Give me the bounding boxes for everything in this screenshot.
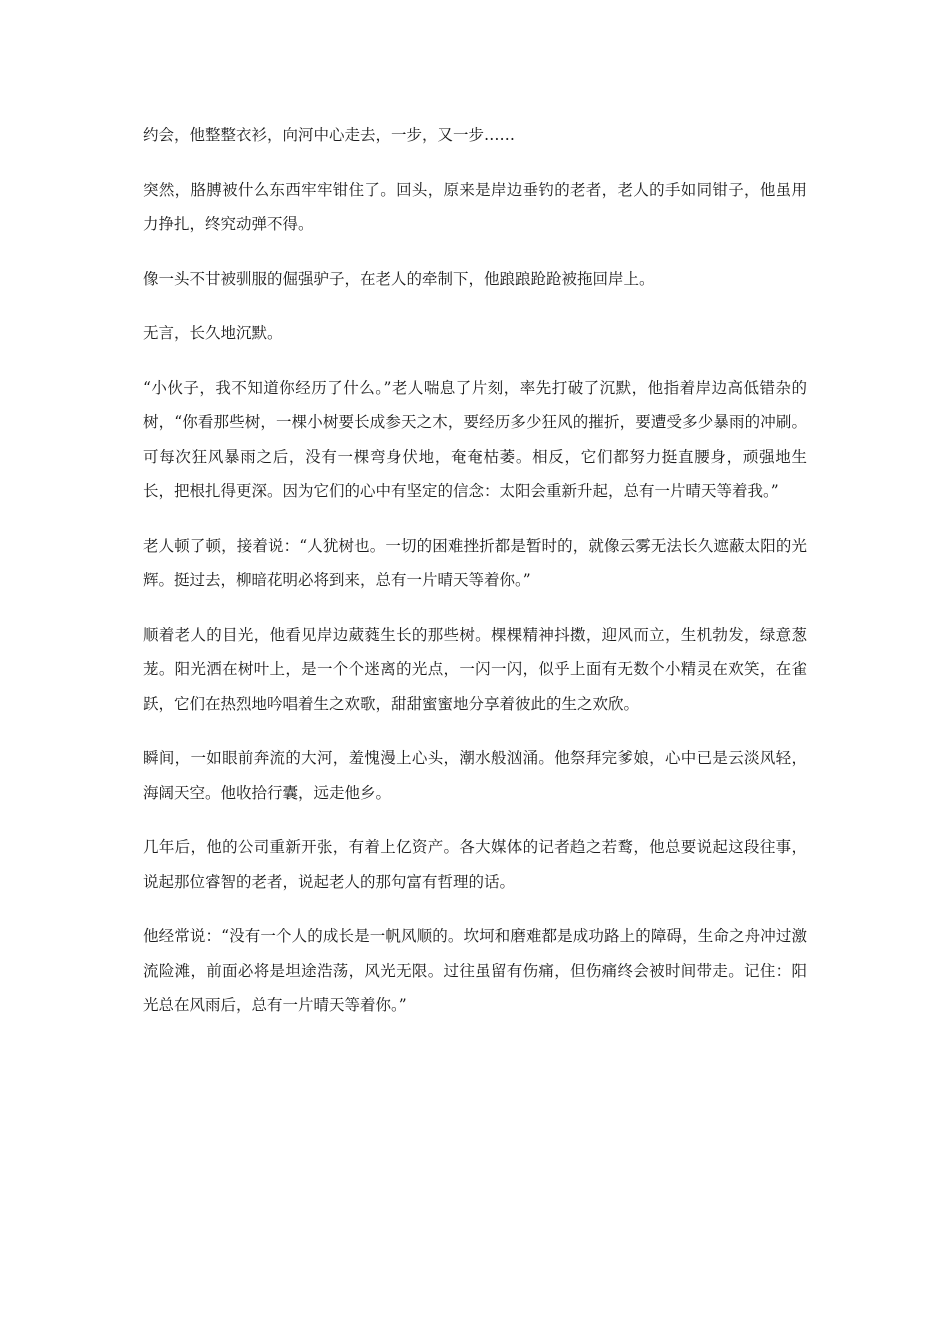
paragraph-2: 突然，胳膊被什么东西牢牢钳住了。回头，原来是岸边垂钓的老者，老人的手如同钳子，他虽用力挣扎，终究动弹不得。: [143, 180, 807, 233]
paragraph-6: 老人顿了顿，接着说：“人犹树也。一切的困难挫折都是暂时的，就像云雾无法长久遮蔽太阳的光辉。挺过去，柳暗花明必将到来，总有一片晴天等着你。”: [143, 536, 807, 589]
paragraph-7: 顺着老人的目光，他看见岸边葳蕤生长的那些树。棵棵精神抖擞，迎风而立，生机勃发，绿意葱茏。阳光洒在树叶上，是一个个迷离的光点，一闪一闪，似乎上面有无数个小精灵在欢笑，在雀跃，它们在热烈地吟唱着生之欢歌，甜甜蜜蜜地分享着彼此的生之欢欣。: [143, 625, 807, 713]
paragraph-8: 瞬间，一如眼前奔流的大河，羞愧漫上心头，潮水般汹涌。他祭拜完爹娘，心中已是云淡风轻，海阔天空。他收拾行囊，远走他乡。: [143, 749, 807, 802]
paragraph-1: 约会，他整整衣衫，向河中心走去，一步，又一步……: [143, 126, 516, 144]
paragraph-3: 像一头不甘被驯服的倔强驴子，在老人的牵制下，他踉踉跄跄被拖回岸上。: [143, 269, 655, 288]
document-body: [143, 118, 807, 1043]
paragraph-5: “小伙子，我不知道你经历了什么。”老人喘息了片刻，率先打破了沉默，他指着岸边高低错杂的树，“你看那些树，一棵小树要长成参天之木，要经历多少狂风的摧折，要遭受多少暴雨的冲刷。可每次狂风暴雨之后，没有一棵弯身伏地，奄奄枯萎。相反，它们都努力挺直腰身，顽强地生长，把根扎得更深。因为它们的心中有坚定的信念：太阳会重新升起，总有一片晴天等着我。”: [143, 378, 807, 500]
paragraph-4: 无言，长久地沉默。: [143, 324, 283, 342]
paragraph-10: 他经常说：“没有一个人的成长是一帆风顺的。坎坷和磨难都是成功路上的障碍，生命之舟冲过激流险滩，前面必将是坦途浩荡，风光无限。过往虽留有伤痛，但伤痛终会被时间带走。记住：阳光总在风雨后，总有一片晴天等着你。”: [143, 927, 807, 1014]
paragraph-9: 几年后，他的公司重新开张，有着上亿资产。各大媒体的记者趋之若鹜，他总要说起这段往事，说起那位睿智的老者，说起老人的那句富有哲理的话。: [143, 838, 807, 891]
